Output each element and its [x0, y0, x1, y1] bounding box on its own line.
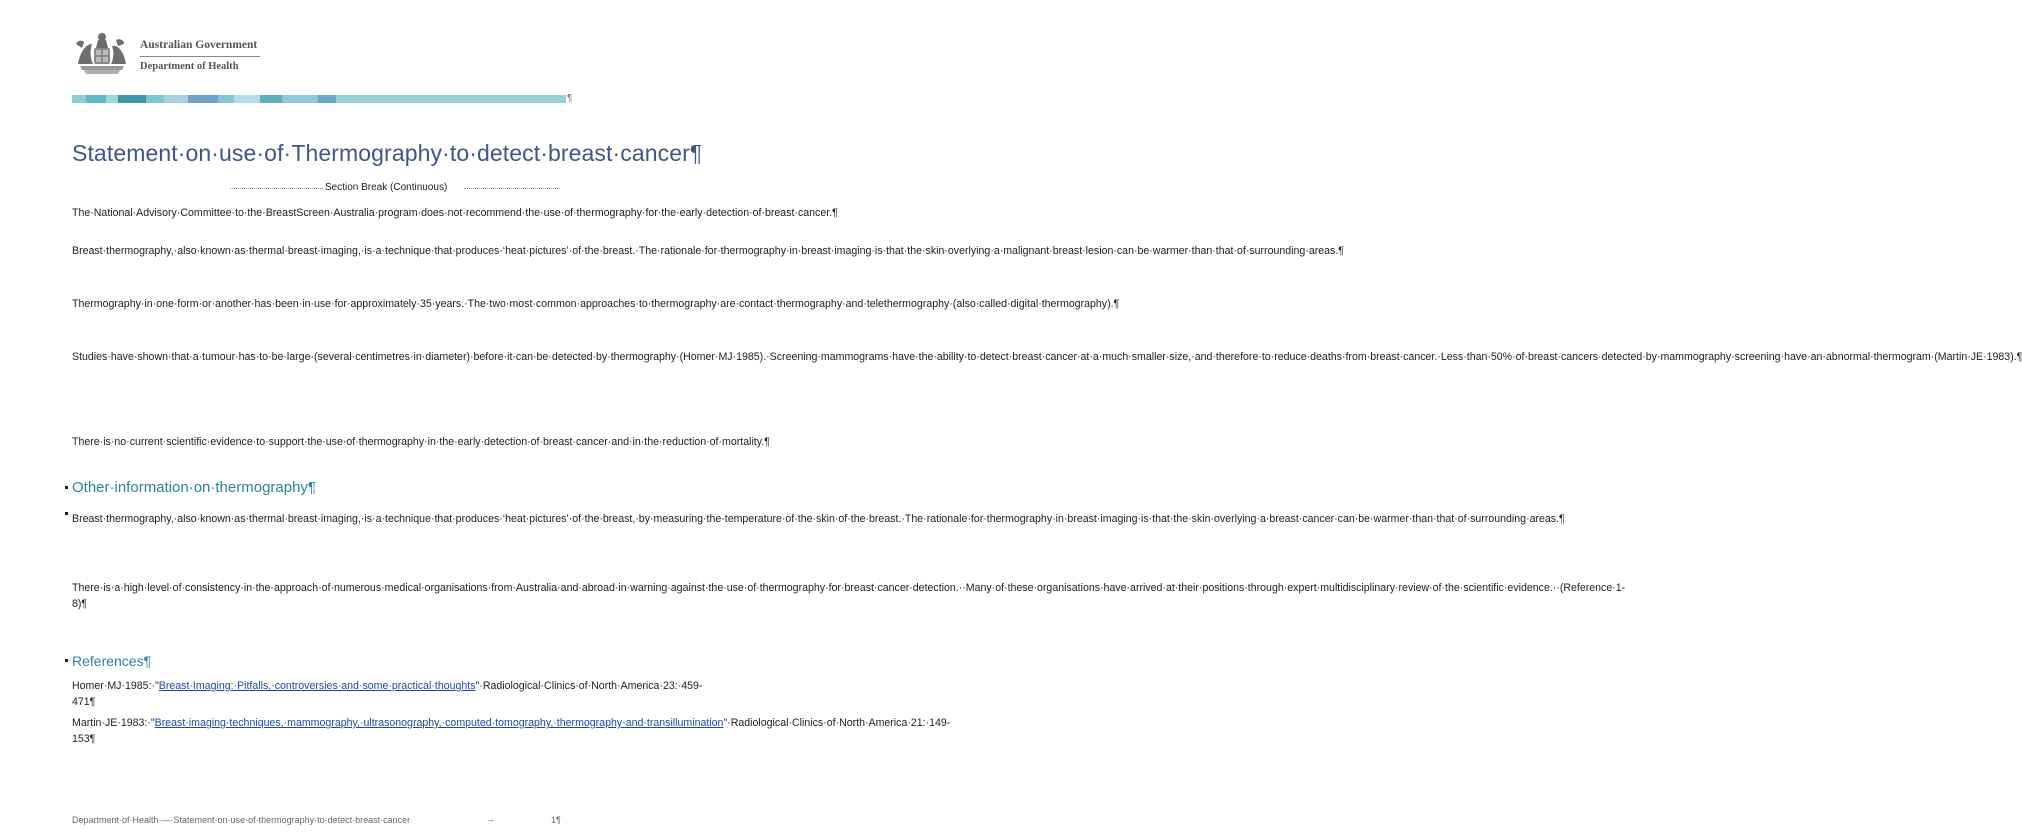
document-title-text: Statement·on·use·of·Thermography·to·detect·breast·cancer¶	[72, 140, 703, 166]
reference-prefix: Martin·JE·1983:·"	[72, 717, 155, 729]
section-break-line-right	[464, 188, 560, 189]
band-paragraph-mark: ¶	[567, 93, 573, 104]
paragraph-intro: The·National·Advisory·Committee·to·the·BreastScreen·Australia·program·does·not·recommend·the·use·of·thermography·for·the·early·detection·of·breast·cancer.¶	[72, 207, 838, 219]
paragraph-bullet-mark	[65, 512, 68, 515]
band-segment	[318, 95, 336, 103]
paragraph-studies: Studies·have·shown·that·a·tumour·has·to·be·large·(several·centimetres·in·diameter)·before·it·can·be·detected·by·thermography·(Homer·MJ·1985).·Screening·mammograms·have·the·ability·to·detect·breast·cancer·at·a·much·smaller·size,·and·therefore·to·reduce·deaths·from·breast·cancer.·Less·than·50%·of·breast·cancers·detected·by·mammography·screening·have·an·abnormal·thermogram·(Martin·JE·1983).¶	[72, 351, 2022, 363]
band-segment	[146, 95, 164, 103]
band-segment	[218, 95, 234, 103]
band-segment	[86, 95, 106, 103]
reference-item	[72, 678, 703, 710]
paragraph-definition: Breast·thermography,·also·known·as·thermal·breast·imaging,·is·a·technique·that·produces·‘heat·pictures’·of·the·breast.·The·rationale·for·thermography·in·breast·imaging·is·that·the·skin·overlying·a·malignant·breast·lesion·can·be·warmer·than·that·of·surrounding·areas.¶	[72, 245, 1344, 257]
paragraph-history: Thermography·in·one·form·or·another·has·been·in·use·for·approximately·35·years.·The·two·most·common·approaches·to·thermography·are·contact·thermography·and·telethermography·(also·called·digital·thermography).¶	[72, 298, 1120, 310]
footer-text: Department·of·Health·—·Statement·on·use·of·thermography·to·detect·breast·cancer	[72, 815, 411, 825]
band-segment	[118, 95, 146, 103]
paragraph-other-info-2: There·is·a·high·level·of·consistency·in·the·approach·of·numerous·medical·organisations·from·Australia·and·abroad·in·warning·against·the·use·of·thermography·for·breast·cancer·detection.··Many·of·these·organisations·have·arrived·at·their·positions·through·expert·multidisciplinary·review·of·the·scientific·evidence.··(Reference·1-8)¶	[72, 582, 1626, 610]
government-name: Australian Government	[140, 39, 258, 51]
document-title	[72, 138, 703, 168]
paragraph-other-info-1: Breast·thermography,·also·known·as·thermal·breast·imaging,·is·a·technique·that·produces·‘heat·pictures’·of·the·breast,·by·measuring·the·temperature·of·the·skin·of·the·breast.·The·rationale·for·thermography·in·breast·imaging·is·that·the·skin·overlying·a·breast·cancer·can·be·warmer·than·that·of·surrounding·areas.¶	[72, 513, 1565, 525]
coat-of-arms-icon	[72, 30, 132, 76]
reference-suffix: "·Radiological·Clinics·of·North·America·23:·459-471¶	[72, 680, 703, 708]
department-name: Department of Health	[140, 61, 239, 72]
band-segment	[188, 95, 218, 103]
reference-link[interactable]: Breast·Imaging:·Pitfalls,·controversies·and·some·practical·thoughts	[158, 680, 476, 692]
section-heading-other-info: Other·information·on·thermography¶	[72, 479, 316, 496]
government-logo	[72, 30, 272, 78]
tab-arrow-icon: →	[486, 814, 495, 824]
reference-link[interactable]: Breast·imaging·techniques,·mammography,·ultrasonography,·computed·tomography,·thermography·and·transillumination	[154, 717, 724, 729]
section-break-label: Section Break (Continuous)	[325, 182, 448, 193]
band-segment	[282, 95, 318, 103]
reference-item	[72, 715, 951, 747]
section-break-line-left	[230, 188, 323, 189]
band-segment	[336, 95, 566, 103]
heading-bullet-mark	[65, 486, 68, 489]
reference-suffix: "·Radiological·Clinics·of·North·America·21:·149-153¶	[72, 717, 951, 745]
header-color-band	[72, 95, 566, 103]
logo-divider	[140, 56, 260, 57]
section-heading-references: References¶	[72, 653, 152, 669]
band-segment	[260, 95, 282, 103]
paragraph-evidence: There·is·no·current·scientific·evidence·to·support·the·use·of·thermography·in·the·early·detection·of·breast·cancer·and·in·the·reduction·of·mortality.¶	[72, 436, 770, 448]
band-segment	[72, 95, 86, 103]
heading-bullet-mark	[65, 659, 68, 662]
reference-prefix: Homer·MJ·1985:·"	[72, 680, 159, 692]
band-segment	[234, 95, 260, 103]
page-number: 1¶	[551, 815, 561, 825]
band-segment	[106, 95, 118, 103]
band-segment	[164, 95, 188, 103]
